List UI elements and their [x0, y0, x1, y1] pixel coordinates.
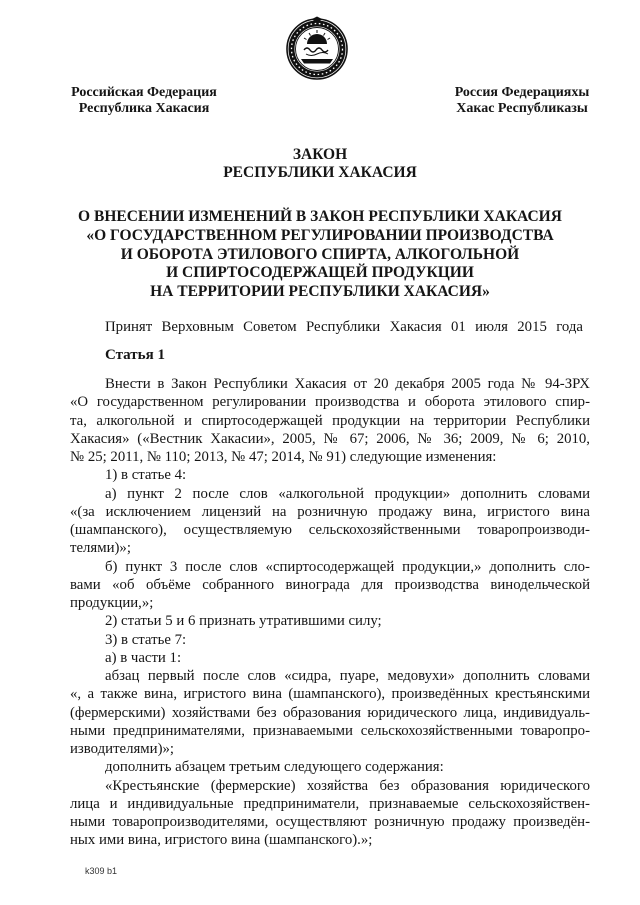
- article-text-line: вами «об объёме собранного винограда для производства винодельческой: [70, 576, 590, 593]
- header-left-republic: Республика Хакасия: [78, 101, 210, 116]
- article-text-line: (фермерскими) хозяйствами без образования юридического лица, индивидуаль-: [70, 704, 590, 721]
- article-text-line: Хакасия» («Вестник Хакасии», 2005, № 67; 2006, № 36; 2009, № 6; 2010,: [70, 430, 590, 447]
- article-text-line: «Крестьянские (фермерские) хозяйства без образования юридического: [105, 777, 590, 794]
- article-text-line: (шампанского), осуществляемую сельскохозяйственными товаропроизводи-: [70, 522, 590, 538]
- article-text-line: та, алкогольной и спиртосодержащей продукции на территории Республики: [70, 412, 590, 429]
- article-text-line: б) пункт 3 после слов «спиртосодержащей продукции,» дополнить сло-: [105, 558, 590, 575]
- header-right-block: [440, 85, 604, 117]
- header-right-republic: Хакас Республиказы: [456, 101, 588, 116]
- subtitle-line: И ОБОРОТА ЭТИЛОВОГО СПИРТА, АЛКОГОЛЬНОЙ: [120, 245, 520, 263]
- coat-of-arms-icon: [284, 15, 350, 81]
- header-left-country: Российская Федерация: [71, 85, 217, 100]
- article-text-line: абзац первый после слов «сидра, пуаре, медовухи» дополнить словами: [105, 668, 590, 684]
- article-text-line: лица и индивидуальные предприниматели, признаваемые сельскохозяйствен-: [70, 795, 590, 812]
- article-text-line: Внести в Закон Республики Хакасия от 20 декабря 2005 года № 94-ЗРХ: [105, 376, 590, 392]
- title-line: РЕСПУБЛИКИ ХАКАСИЯ: [223, 164, 417, 181]
- article-text-line: а) в части 1:: [105, 649, 182, 666]
- document-subtitle: [0, 208, 640, 302]
- article-text-line: «(за исключением лицензий на розничную продажу вина, игристого вина: [70, 503, 590, 520]
- article-text-line: ными товаропроизводителями, осуществляют розничную продажу произведён-: [70, 814, 590, 830]
- header-right-country: Россия Федерацияхы: [454, 85, 590, 100]
- document-title: [0, 146, 640, 182]
- subtitle-line: И СПИРТОСОДЕРЖАЩЕЙ ПРОДУКЦИИ: [166, 264, 474, 282]
- article-text-line: 2) статьи 5 и 6 признать утратившими силу;: [105, 613, 382, 630]
- header-left-block: [60, 85, 228, 117]
- article-heading: Статья 1: [105, 347, 165, 363]
- article-text-line: дополнить абзацем третьим следующего содержания:: [105, 759, 444, 776]
- article-text-line: «, а также вина, игристого вина (шампанского), произведённых крестьянскими: [70, 686, 590, 703]
- article-text-line: изводителями)»;: [70, 741, 175, 757]
- title-line: ЗАКОН: [292, 146, 348, 163]
- document-code: k309 b1: [85, 866, 118, 876]
- article-text-line: 1) в статье 4:: [105, 467, 187, 484]
- article-text-line: 3) в статье 7:: [105, 631, 187, 648]
- article-text-line: а) пункт 2 после слов «алкогольной продукции» дополнить словами: [105, 485, 590, 502]
- article-text-line: продукции,»;: [70, 595, 154, 611]
- article-text-line: телями)»;: [70, 540, 131, 557]
- article-text-line: ных ими вина, игристого вина (шампанского).»;: [70, 832, 373, 849]
- article-text-line: ными предпринимателями, признаваемыми сельскохозяйственными товаропро-: [70, 722, 590, 739]
- subtitle-line: НА ТЕРРИТОРИИ РЕСПУБЛИКИ ХАКАСИЯ»: [150, 283, 490, 300]
- subtitle-line: О ВНЕСЕНИИ ИЗМЕНЕНИЙ В ЗАКОН РЕСПУБЛИКИ ХАКАСИЯ: [78, 208, 562, 225]
- article-body: [70, 375, 590, 850]
- article-text-line: № 25; 2011, № 110; 2013, № 47; 2014, № 91) следующие изменения:: [70, 449, 497, 465]
- article-text-line: «О государственном регулировании производства и оборота этилового спир-: [70, 394, 590, 411]
- subtitle-line: «О ГОСУДАРСТВЕННОМ РЕГУЛИРОВАНИИ ПРОИЗВОДСТВА: [86, 226, 554, 244]
- adoption-note: Принят Верховным Советом Республики Хакасия 01 июля 2015 года: [105, 319, 583, 335]
